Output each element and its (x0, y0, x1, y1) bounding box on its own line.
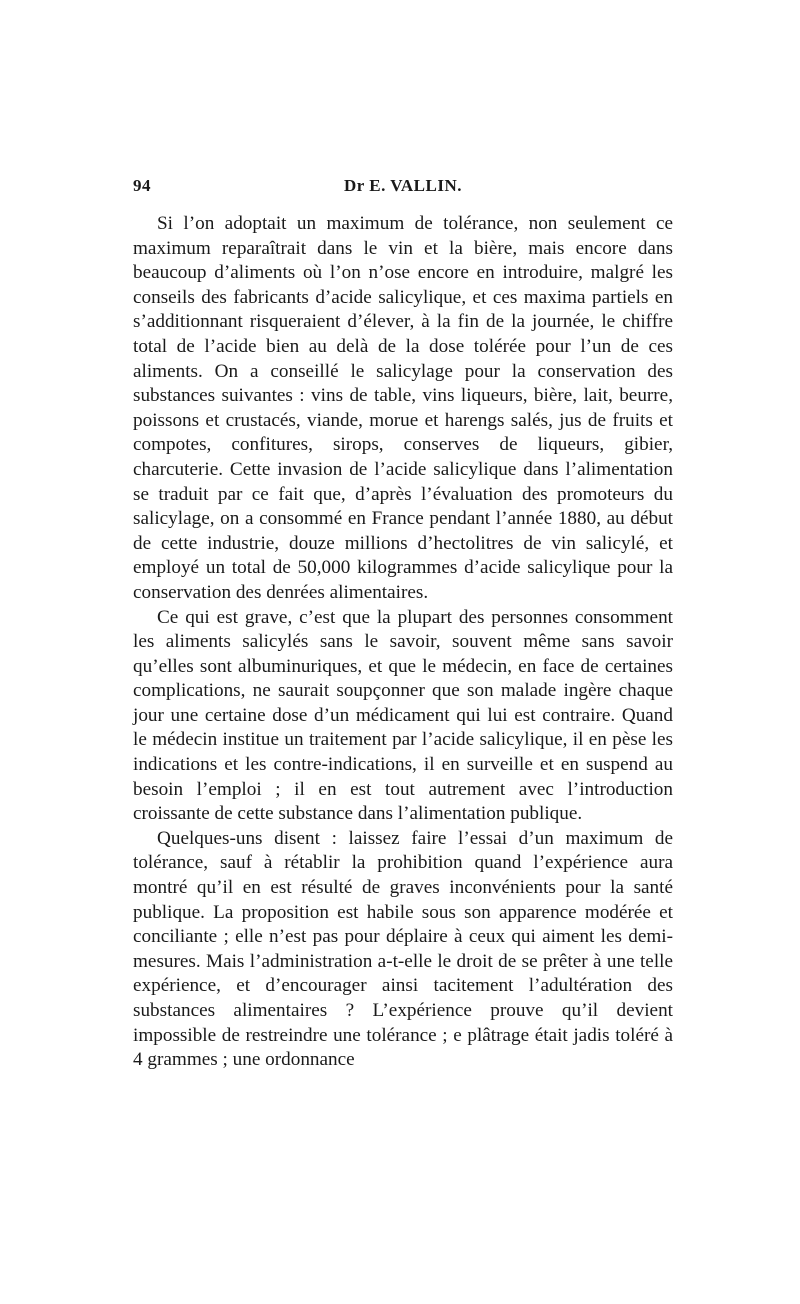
body-text (133, 212, 673, 1073)
paragraph: Si l’on adoptait un maximum de tolérance, non seulement ce maximum reparaîtrait dans le vin et la bière, mais encore dans beaucoup d’aliments où l’on n’ose encore en introduire, malgré les conseils des fabricants d’acide salicylique, et ces maxima partiels en s’additionnant risqueraient d’élever, à la fin de la journée, le chiffre total de l’acide bien au delà de la dose tolérée pour l’un de ces aliments. On a conseillé le salicylage pour la conservation des substances suivantes : vins de table, vins liqueurs, bière, lait, beurre, poissons et crustacés, viande, morue et harengs salés, jus de fruits et compotes, confitures, sirops, conserves de liqueurs, gibier, charcuterie. Cette invasion de l’acide salicylique dans l’alimentation se traduit par ce fait que, d’après l’évaluation des promoteurs du salicylage, on a consommé en France pendant l’année 1880, au début de cette industrie, douze millions d’hectolitres de vin salicylé, et employé un total de 50,000 kilogrammes d’acide salicylique pour la conservation des denrées alimentaires. (133, 213, 673, 603)
book-page (133, 176, 673, 1073)
page-header (133, 176, 673, 206)
paragraph: Quelques-uns disent : laissez faire l’essai d’un maximum de tolérance, sauf à rétablir la prohibition quand l’expérience aura montré qu’il en est résulté de graves inconvénients pour la santé publique. La proposition est habile sous son apparence modérée et conciliante ; elle n’est pas pour déplaire à ceux qui aiment les demi-mesures. Mais l’administration a-t-elle le droit de se prêter à une telle expérience, et d’encourager ainsi tacitement l’adultération des substances alimentaires ? L’expérience prouve qu’il devient impossible de restreindre une tolérance ; e plâtrage était jadis toléré à 4 grammes ; une ordonnance (133, 827, 673, 1071)
page-number: 94 (133, 176, 151, 195)
running-title: Dr E. VALLIN. (344, 176, 462, 195)
paragraph: Ce qui est grave, c’est que la plupart des personnes consomment les aliments salicylés sans le savoir, souvent même sans savoir qu’elles sont albuminuriques, et que le médecin, en face de certaines complications, ne saurait soupçonner que son malade ingère chaque jour une certaine dose d’un médicament qui lui est contraire. Quand le médecin institue un traitement par l’acide salicylique, il en pèse les indications et les contre-indications, il en surveille et en suspend au besoin l’emploi ; il en est tout autrement avec l’introduction croissante de cette substance dans l’alimentation publique. (133, 606, 673, 825)
